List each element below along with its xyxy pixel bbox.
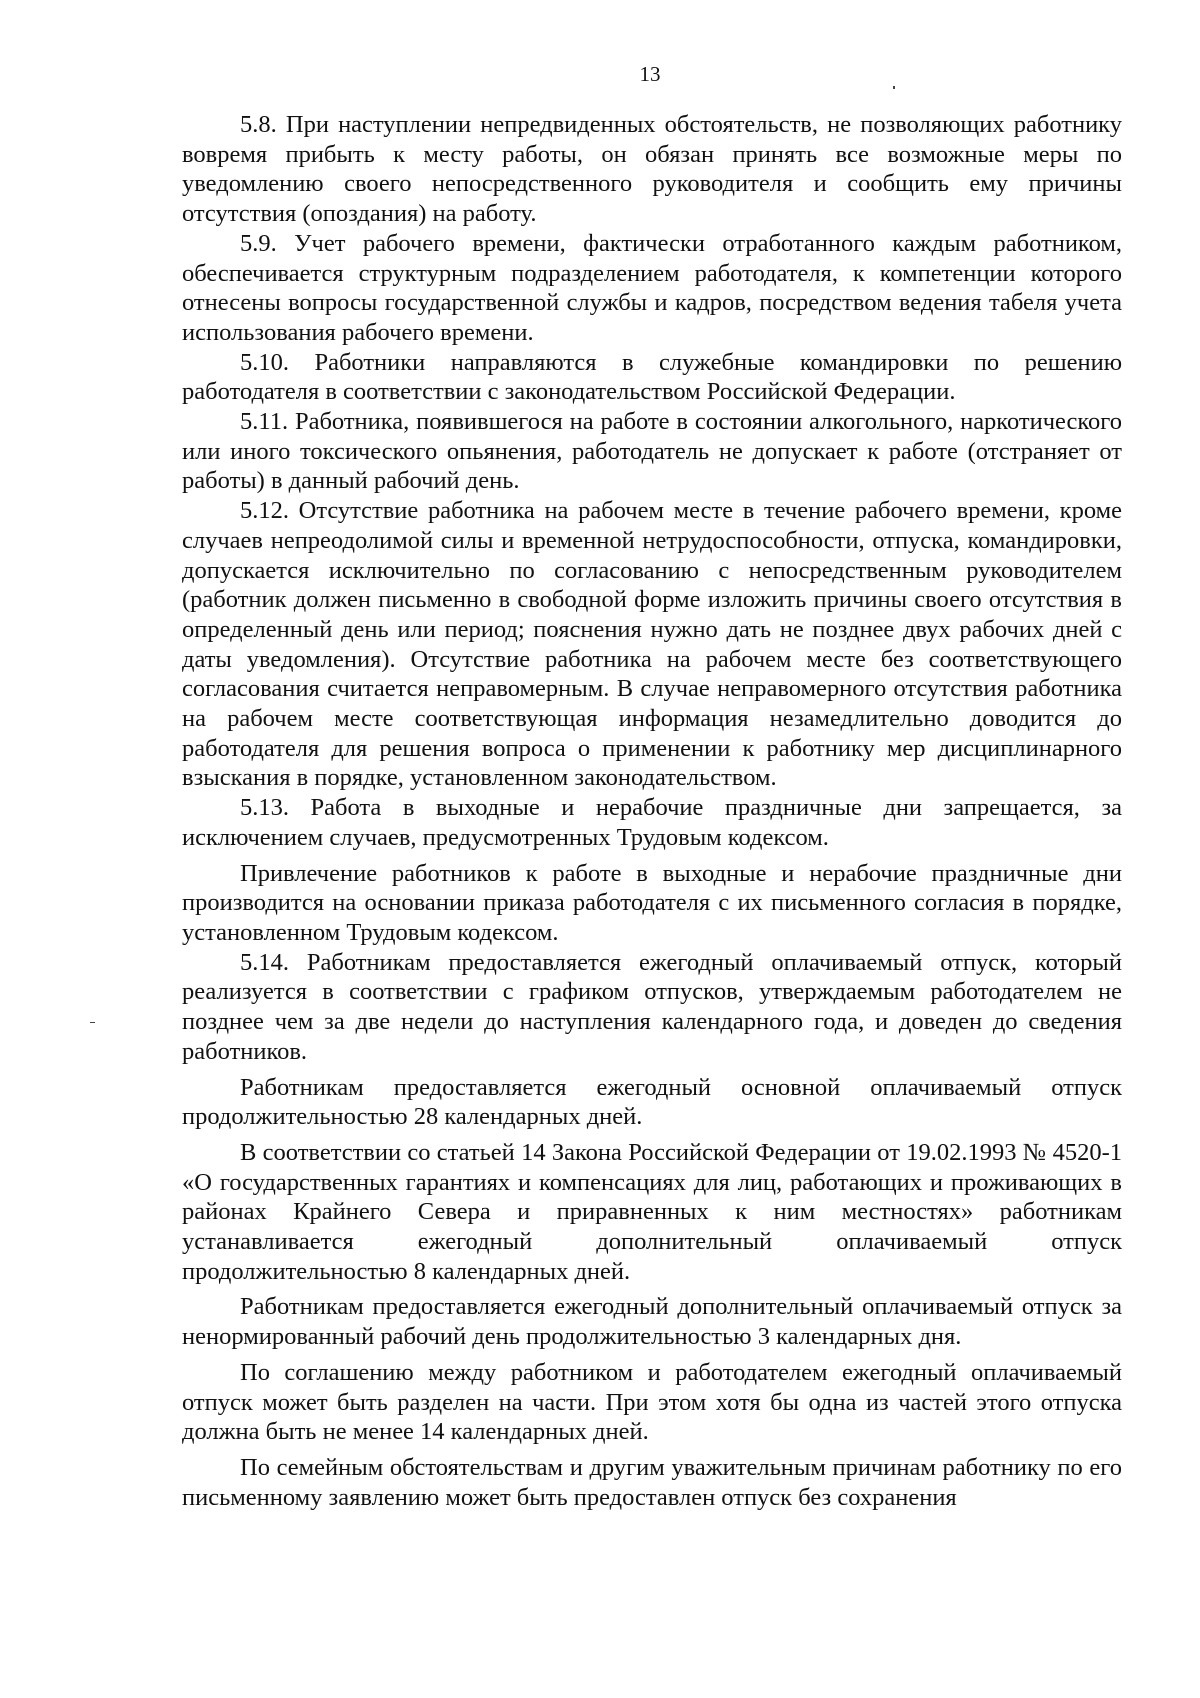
paragraph-5-9: 5.9. Учет рабочего времени, фактически отработанного каждым работником, обеспечивается структурным подразделением работодателя, к компетенции которого отнесены вопросы государственной службы и кадров, посредством ведения табеля учета использования рабочего времени. xyxy=(182,229,1122,346)
paragraph-5-13: 5.13. Работа в выходные и нерабочие праздничные дни запрещается, за исключением случаев, предусмотренных Трудовым кодексом. xyxy=(182,794,1122,851)
scan-speck xyxy=(90,1022,95,1023)
paragraph-main-leave: Работникам предоставляется ежегодный основной оплачиваемый отпуск продолжительностью 28 календарных дней. xyxy=(182,1073,1122,1131)
paragraph-irregular-day-leave: Работникам предоставляется ежегодный дополнительный оплачиваемый отпуск за ненормированный рабочий день продолжительностью 3 календарных дня. xyxy=(182,1293,1122,1351)
document-body xyxy=(182,110,1122,1512)
paragraph-north-leave: В соответствии со статьей 14 Закона Российской Федерации от 19.02.1993 № 4520-1 «О государственных гарантиях и компенсациях для лиц, работающих и проживающих в районах Крайнего Севера и приравненных к ним местностях» работникам устанавливается ежегодный дополнительный оплачиваемый отпуск продолжительностью 8 календарных дней. xyxy=(182,1138,1122,1285)
paragraph-split-leave: По соглашению между работником и работодателем ежегодный оплачиваемый отпуск может быть разделен на части. При этом хотя бы одна из частей этого отпуска должна быть не менее 14 календарных дней. xyxy=(182,1358,1122,1446)
paragraph-5-8: 5.8. При наступлении непредвиденных обстоятельств, не позволяющих работнику вовремя прибыть к месту работы, он обязан принять все возможные меры по уведомлению своего непосредственного руководителя и сообщить ему причины отсутствия (опоздания) на работу. xyxy=(182,111,1122,228)
paragraph-5-14: 5.14. Работникам предоставляется ежегодный оплачиваемый отпуск, который реализуется в соответствии с графиком отпусков, утверждаемым работодателем не позднее чем за две недели до наступления календарного года, и доведен до сведения работников. xyxy=(182,948,1122,1065)
scan-speck xyxy=(893,86,895,89)
paragraph-5-10: 5.10. Работники направляются в служебные командировки по решению работодателя в соответствии с законодательством Российской Федерации. xyxy=(182,348,1122,406)
page-number: 13 xyxy=(639,62,661,86)
paragraph-unpaid-leave: По семейным обстоятельствам и другим уважительным причинам работнику по его письменному заявлению может быть предоставлен отпуск без сохранения xyxy=(182,1453,1122,1511)
paragraph-weekend-work: Привлечение работников к работе в выходные и нерабочие праздничные дни производится на основании приказа работодателя с их письменного согласия в порядке, установленном Трудовым кодексом. xyxy=(182,859,1122,946)
paragraph-5-12: 5.12. Отсутствие работника на рабочем месте в течение рабочего времени, кроме случаев непреодолимой силы и временной нетрудоспособности, отпуска, командировки, допускается исключительно по согласованию с непосредственным руководителем (работник должен письменно в свободной форме изложить причины своего отсутствия в определенный день или период; пояснения нужно дать не позднее двух рабочих дней с даты уведомления). Отсутствие работника на рабочем месте без соответствующего согласования считается неправомерным. В случае неправомерного отсутствия работника на рабочем месте соответствующая информация незамедлительно доводится до работодателя для решения вопроса о применении к работнику мер дисциплинарного взыскания в порядке, установленном законодательством. xyxy=(182,497,1122,792)
paragraph-5-11: 5.11. Работника, появившегося на работе в состоянии алкогольного, наркотического или иного токсического опьянения, работодатель не допускает к работе (отстраняет от работы) в данный рабочий день. xyxy=(182,408,1122,495)
